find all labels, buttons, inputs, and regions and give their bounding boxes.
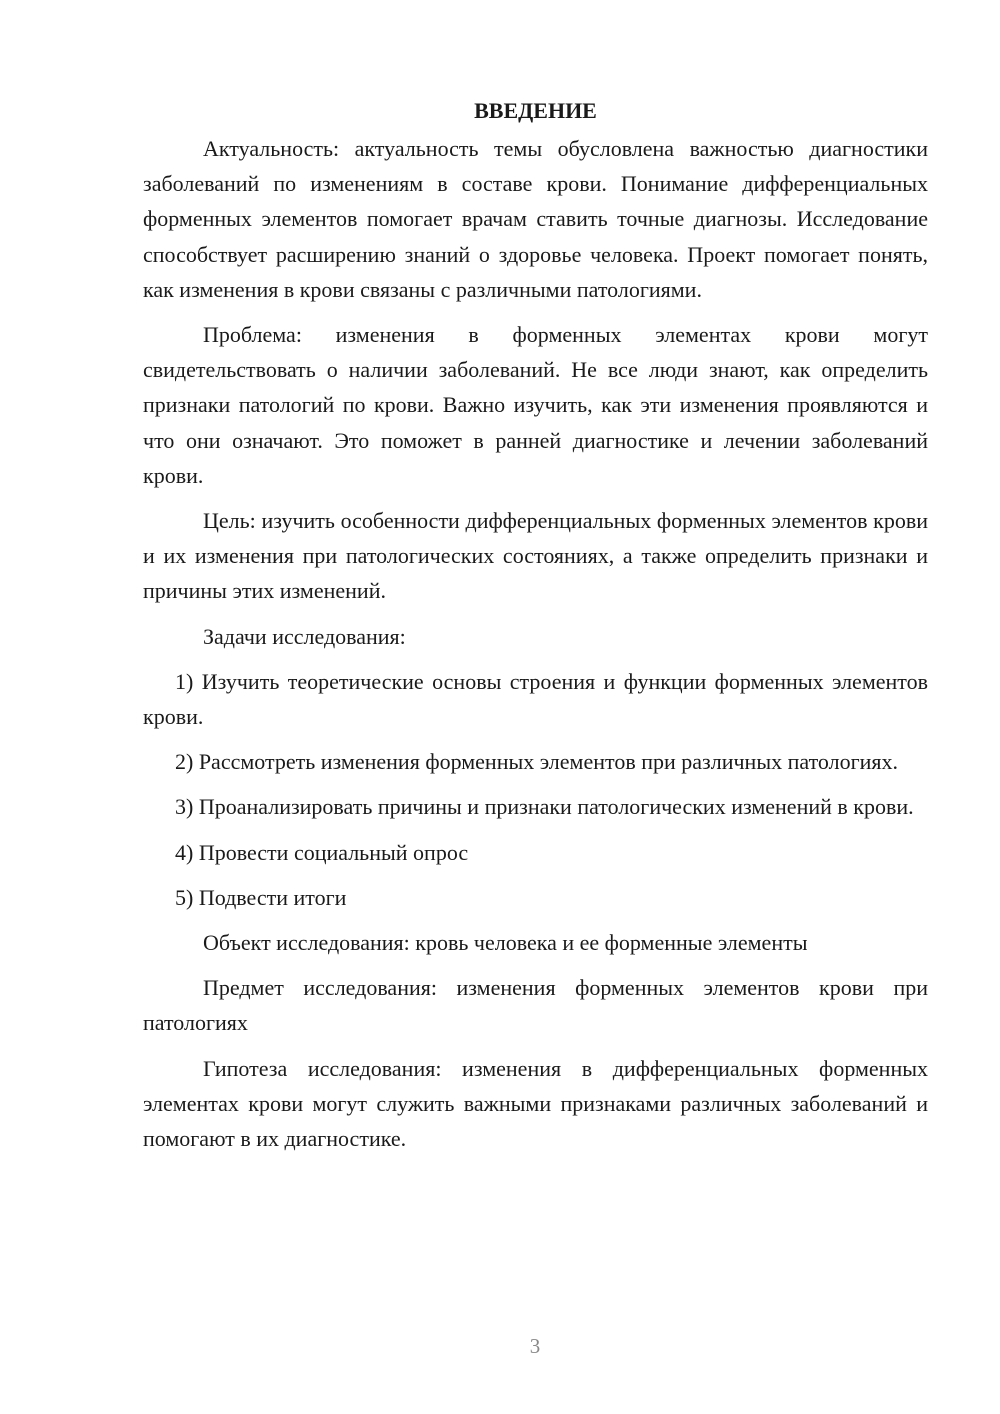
task-item-2: 2) Рассмотреть изменения форменных элементов при различных патологиях. [175, 749, 898, 775]
hypothesis-paragraph: Гипотеза исследования: изменения в дифференциальных форменных элементах крови могут служить важными признаками различных заболеваний и помогают в их диагностике. [143, 1055, 928, 1152]
object-paragraph: Объект исследования: кровь человека и ее форменные элементы [203, 930, 808, 956]
task-item-5: 5) Подвести итоги [175, 884, 347, 910]
goal-paragraph: Цель: изучить особенности дифференциальных форменных элементов крови и их изменения при патологических состояниях, а также определить признаки и причины этих изменений. [143, 508, 928, 604]
page-heading: ВВЕДЕНИЕ [474, 98, 597, 123]
subject-paragraph: Предмет исследования: изменения форменных элементов крови при патологиях [143, 975, 928, 1036]
problem-paragraph: Проблема: изменения в форменных элементах крови могут свидетельствовать о наличии заболеваний. Не все люди знают, как определить признаки патологий по крови. Важно изучить, как эти изменения проявляются и что они означают. Это поможет в ранней диагностике и лечении заболеваний крови. [143, 322, 928, 488]
page-number: 3 [529, 1334, 541, 1358]
task-item-4: 4) Провести социальный опрос [175, 839, 469, 865]
tasks-title: Задачи исследования: [203, 623, 406, 649]
task-item-1: 1) Изучить теоретические основы строения и функции форменных элементов крови. [143, 668, 928, 730]
task-item-3: 3) Проанализировать причины и признаки патологических изменений в крови. [175, 794, 914, 820]
page-content [143, 93, 928, 1156]
relevance-paragraph: Актуальность: актуальность темы обусловлена важностью диагностики заболеваний по изменениям в составе крови. Понимание дифференциальных форменных элементов помогает врачам ставить точные диагнозы. Исследование способствует расширению знаний о здоровье человека. Проект помогает понять, как изменения в крови связаны с различными патологиями. [143, 136, 928, 302]
